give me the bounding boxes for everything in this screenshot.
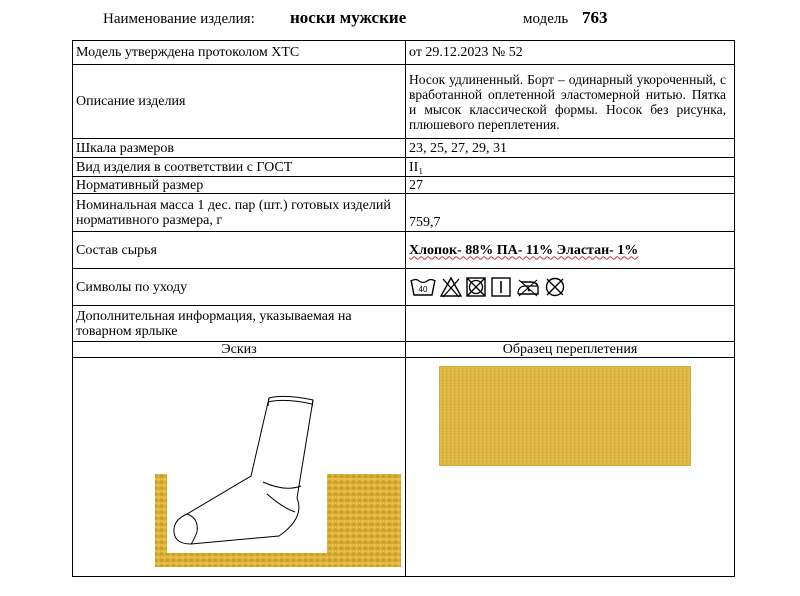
sample-header: Образец переплетения [406, 342, 735, 358]
product-name-label: Наименование изделия: [103, 11, 255, 27]
table-row [73, 65, 735, 139]
care-symbols [409, 276, 731, 298]
row-label-composition: Состав сырья [73, 232, 406, 269]
table-row [73, 358, 735, 577]
sketch-header: Эскиз [73, 342, 406, 358]
model-number: 763 [582, 8, 608, 27]
document-header [0, 8, 800, 30]
table-row [73, 158, 735, 177]
row-label-nominal-mass: Номинальная масса 1 дес. пар (шт.) готовых изделий нормативного размера, г [73, 194, 406, 232]
wash-temperature-label: 40 [418, 285, 428, 294]
iron-low-icon [515, 276, 541, 298]
knit-pattern-sample-image [439, 366, 691, 466]
row-value-approval: от 29.12.2023 № 52 [406, 41, 735, 65]
table-row [73, 41, 735, 65]
row-value-gost-type: II₁ [406, 158, 735, 177]
model-label: модель [523, 11, 569, 27]
product-name: носки мужские [290, 8, 407, 27]
row-value-composition: Хлопок- 88% ПА- 11% Эластан- 1% [406, 232, 735, 269]
table-row [73, 232, 735, 269]
sample-cell [406, 358, 735, 577]
row-label-description: Описание изделия [73, 65, 406, 139]
table-row [73, 139, 735, 158]
no-bleach-icon [440, 276, 462, 298]
row-value-nominal-mass: 759,7 [406, 194, 735, 232]
row-value-care-symbols [406, 269, 735, 306]
product-spec-table [72, 40, 735, 577]
sock-sketch-image [73, 358, 403, 577]
row-value-description: Носок удлиненный. Борт – одинарный укороченный, с вработанной оплетенной эластомерной нитью. Пятка и мысок классической формы. Носок без рисунка, плюшевого переплетения. [406, 65, 735, 139]
wash-40-icon [409, 276, 437, 298]
sock-outline-drawing [174, 396, 313, 544]
table-row [73, 342, 735, 358]
row-label-size-scale: Шкала размеров [73, 139, 406, 158]
row-value-normative-size: 27 [406, 177, 735, 194]
sketch-cell [73, 358, 406, 577]
row-label-normative-size: Нормативный размер [73, 177, 406, 194]
no-tumble-dry-icon [465, 276, 487, 298]
row-label-additional-info: Дополнительная информация, указываемая на товарном ярлыке [73, 306, 406, 342]
table-row [73, 269, 735, 306]
row-label-care-symbols: Символы по уходу [73, 269, 406, 306]
table-row [73, 306, 735, 342]
table-row [73, 194, 735, 232]
line-dry-icon [490, 276, 512, 298]
no-dry-clean-icon [544, 276, 566, 298]
row-label-approval: Модель утверждена протоколом ХТС [73, 41, 406, 65]
row-value-size-scale: 23, 25, 27, 29, 31 [406, 139, 735, 158]
row-label-gost-type: Вид изделия в соответствии с ГОСТ [73, 158, 406, 177]
table-row [73, 177, 735, 194]
row-value-additional-info [406, 306, 735, 342]
